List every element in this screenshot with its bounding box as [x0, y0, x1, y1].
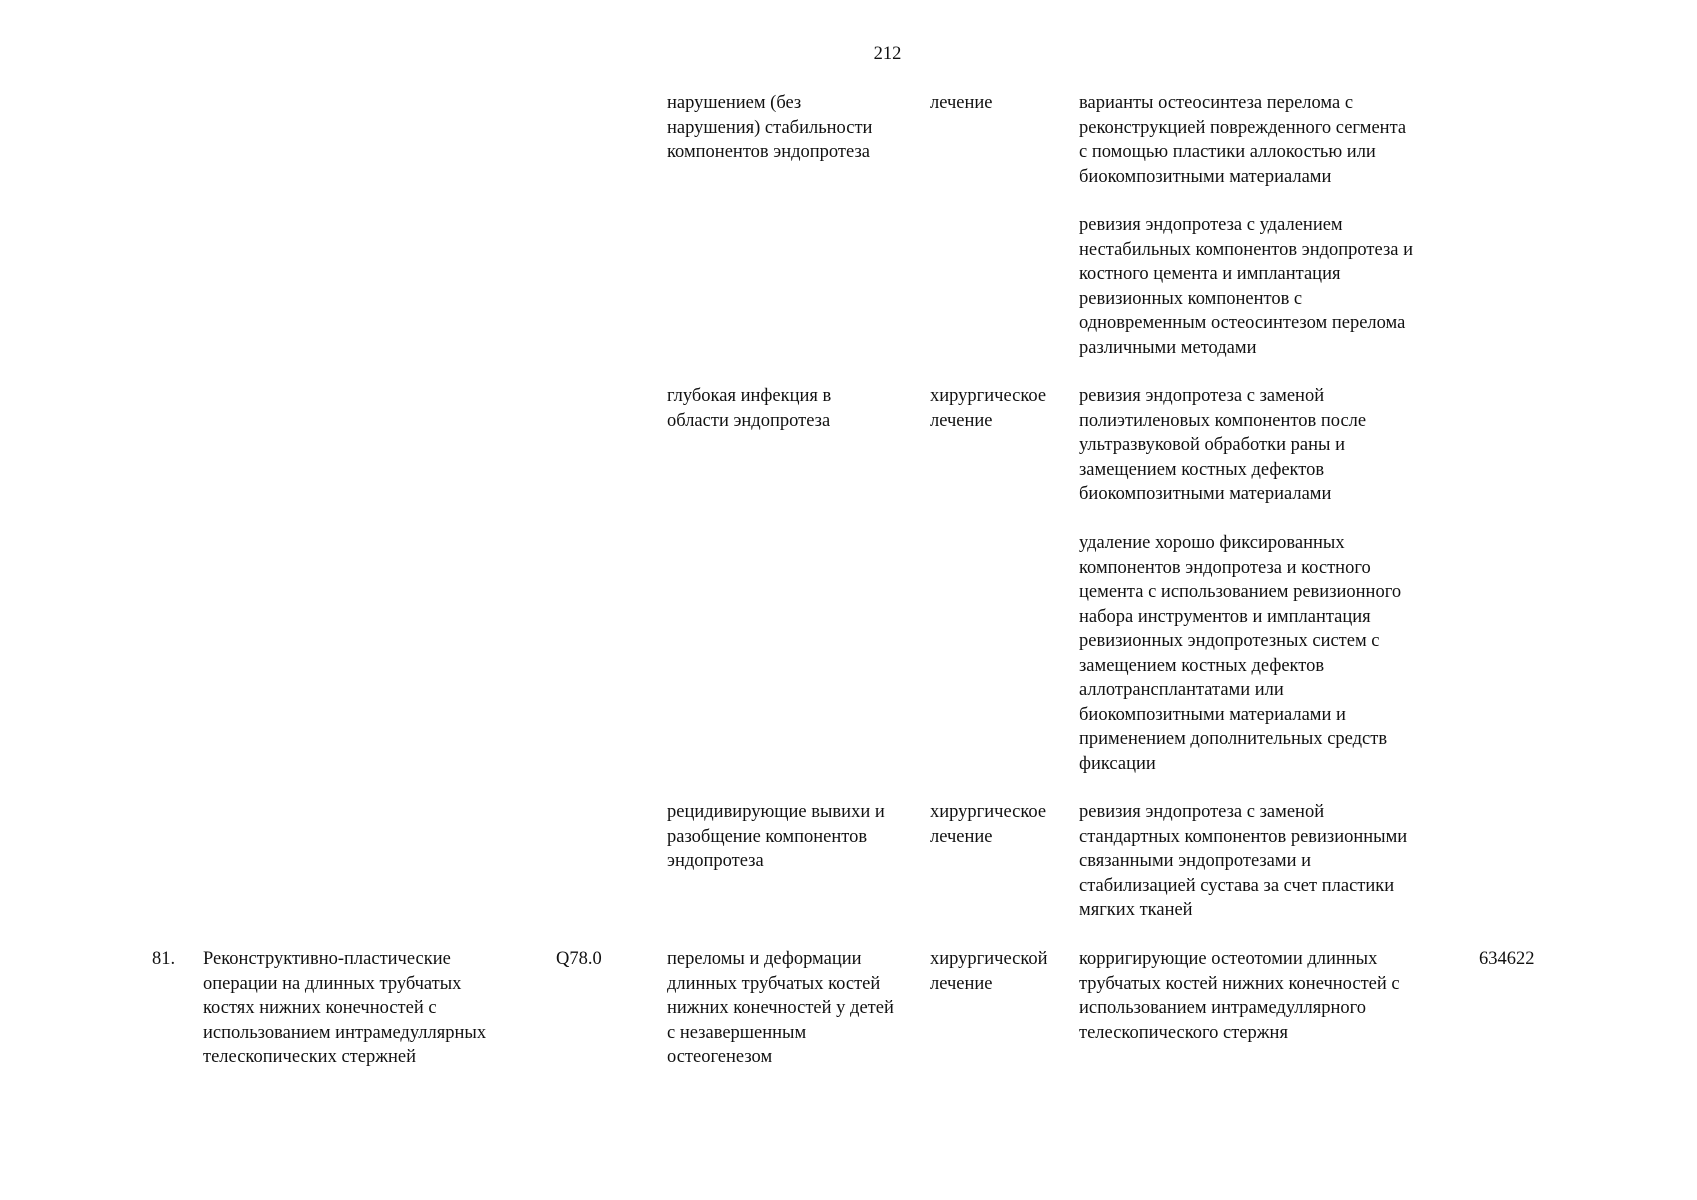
patient-model-cell: глубокая инфекция в области эндопротеза — [667, 386, 832, 431]
treatment-method-cell: варианты остеосинтеза перелома с реконструкцией поврежденного сегмента с помощью пластики аллокостью или биокомпозитными материалами — [1079, 93, 1407, 187]
cost-cell: 634622 — [1479, 949, 1535, 969]
treatment-method-cell: ревизия эндопротеза с удалением нестабильных компонентов эндопротеза и костного цемента и имплантация ревизионных компонентов с одновременным остеосинтезом перелома различными методами — [1079, 215, 1413, 358]
treatment-type-cell: хирургической лечение — [930, 949, 1048, 994]
treatment-method-cell: корригирующие остеотомии длинных трубчатых костей нижних конечностей с использованием интрамедуллярного телескопического стержня — [1079, 949, 1400, 1043]
treatment-type-cell: хирургическое лечение — [930, 802, 1047, 847]
treatment-type-cell: хирургическое лечение — [930, 386, 1047, 431]
treatment-method-cell: ревизия эндопротеза с заменой стандартных компонентов ревизионными связанными эндопротезами и стабилизацией сустава за счет пластики мягких тканей — [1079, 802, 1408, 920]
treatment-method-cell: ревизия эндопротеза с заменой полиэтиленовых компонентов после ультразвуковой обработки раны и замещением костных дефектов биокомпозитными материалами — [1079, 386, 1367, 504]
page-number: 212 — [873, 44, 902, 64]
patient-model-cell: рецидивирующие вывихи и разобщение компонентов эндопротеза — [667, 802, 885, 871]
treatment-type-cell: лечение — [930, 93, 993, 113]
row-number-cell: 81. — [152, 949, 176, 969]
treatment-method-cell: удаление хорошо фиксированных компонентов эндопротеза и костного цемента с использованием ревизионного набора инструментов и имплантация ревизионных эндопротезных систем с замещением костных дефектов аллотрансплантатами или биокомпозитными материалами и применением дополнительных средств фиксации — [1079, 533, 1402, 774]
patient-model-cell: нарушением (без нарушения) стабильности компонентов эндопротеза — [667, 93, 873, 162]
patient-model-cell: переломы и деформации длинных трубчатых костей нижних конечностей у детей с незавершенным остеогенезом — [667, 949, 894, 1067]
procedure-name-cell: Реконструктивно-пластические операции на длинных трубчатых костях нижних конечностей с использованием интрамедуллярных телескопических стержней — [203, 949, 487, 1067]
diagnosis-code-cell: Q78.0 — [556, 949, 602, 969]
